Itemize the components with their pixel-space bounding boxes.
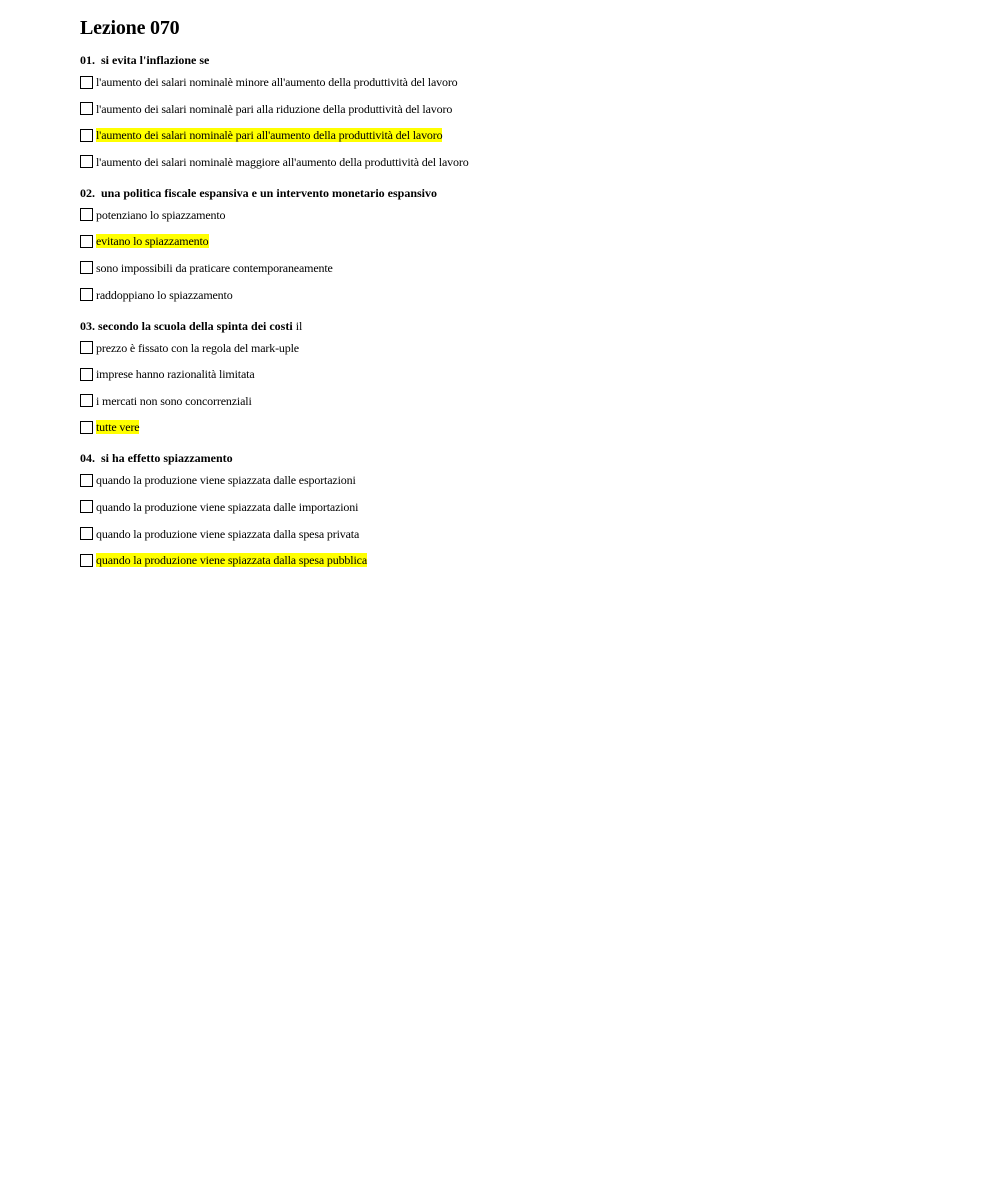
answer-checkbox[interactable] (80, 394, 93, 407)
answer-label: quando la produzione viene spiazzata dalle esportazioni (96, 473, 356, 488)
question-text-tail: il (292, 318, 303, 333)
answer-checkbox[interactable] (80, 129, 93, 142)
answer-option (80, 365, 1000, 383)
question-04 (80, 449, 1000, 569)
question-text: si evita l'inflazione se (101, 53, 210, 67)
answer-label: raddoppiano lo spiazzamento (96, 287, 233, 302)
question-text: si ha effetto spiazzamento (101, 451, 233, 466)
answer-checkbox[interactable] (80, 235, 93, 248)
answer-checkbox[interactable] (80, 554, 93, 567)
answer-option (80, 73, 1000, 91)
answer-checkbox[interactable] (80, 474, 93, 487)
answer-option (80, 259, 1000, 277)
answer-checkbox[interactable] (80, 500, 93, 513)
answer-label: prezzo è fissato con la regola del mark-uple (96, 340, 299, 355)
answer-checkbox[interactable] (80, 527, 93, 540)
question-02 (80, 184, 1000, 304)
answer-label: l'aumento dei salari nominalè maggiore all'aumento della produttività del lavoro (96, 154, 469, 169)
question-number: 04. (80, 451, 95, 466)
answer-option (80, 525, 1000, 543)
question-text: secondo la scuola della spinta dei costi (98, 318, 293, 333)
answer-option (80, 206, 1000, 224)
answer-option (80, 418, 1000, 436)
answer-label: quando la produzione viene spiazzata dalla spesa privata (96, 526, 360, 541)
question-text: una politica fiscale espansiva e un intervento monetario espansivo (101, 185, 438, 200)
question-heading (80, 317, 1000, 335)
answer-checkbox[interactable] (80, 341, 93, 354)
answer-checkbox[interactable] (80, 421, 93, 434)
answer-label: l'aumento dei salari nominalè pari all'aumento della produttività del lavoro (96, 128, 443, 143)
answer-checkbox[interactable] (80, 102, 93, 115)
answer-option (80, 392, 1000, 410)
question-01 (80, 51, 1000, 171)
answer-option (80, 100, 1000, 118)
answer-option (80, 286, 1000, 304)
answer-label: imprese hanno razionalità limitata (96, 367, 255, 382)
question-heading (80, 51, 1000, 69)
question-number: 01. (80, 53, 95, 67)
question-number: 03. (80, 318, 95, 333)
answer-label: tutte vere (96, 420, 140, 435)
answer-option (80, 339, 1000, 357)
question-number: 02. (80, 185, 95, 200)
answer-option (80, 471, 1000, 489)
answer-label: potenziano lo spiazzamento (96, 207, 226, 222)
question-heading (80, 449, 1000, 467)
answer-checkbox[interactable] (80, 208, 93, 221)
answer-label: l'aumento dei salari nominalè minore all'aumento della produttività del lavoro (96, 75, 458, 89)
answer-checkbox[interactable] (80, 155, 93, 168)
answer-checkbox[interactable] (80, 76, 93, 89)
answer-label: quando la produzione viene spiazzata dalle importazioni (96, 499, 359, 514)
answer-label: quando la produzione viene spiazzata dalla spesa pubblica (96, 553, 368, 568)
answer-label: i mercati non sono concorrenziali (96, 393, 252, 408)
answer-option (80, 126, 1000, 144)
answer-option (80, 498, 1000, 516)
answer-label: l'aumento dei salari nominalè pari alla riduzione della produttività del lavoro (96, 101, 453, 116)
answer-label: sono impossibili da praticare contemporaneamente (96, 260, 333, 275)
answer-option (80, 551, 1000, 569)
question-heading (80, 184, 1000, 202)
answer-checkbox[interactable] (80, 288, 93, 301)
answer-checkbox[interactable] (80, 368, 93, 381)
answer-option (80, 232, 1000, 250)
question-03 (80, 317, 1000, 437)
page-title: Lezione 070 (80, 17, 180, 39)
answer-label: evitano lo spiazzamento (96, 234, 209, 249)
answer-option (80, 153, 1000, 171)
page (0, 0, 1000, 569)
answer-checkbox[interactable] (80, 261, 93, 274)
